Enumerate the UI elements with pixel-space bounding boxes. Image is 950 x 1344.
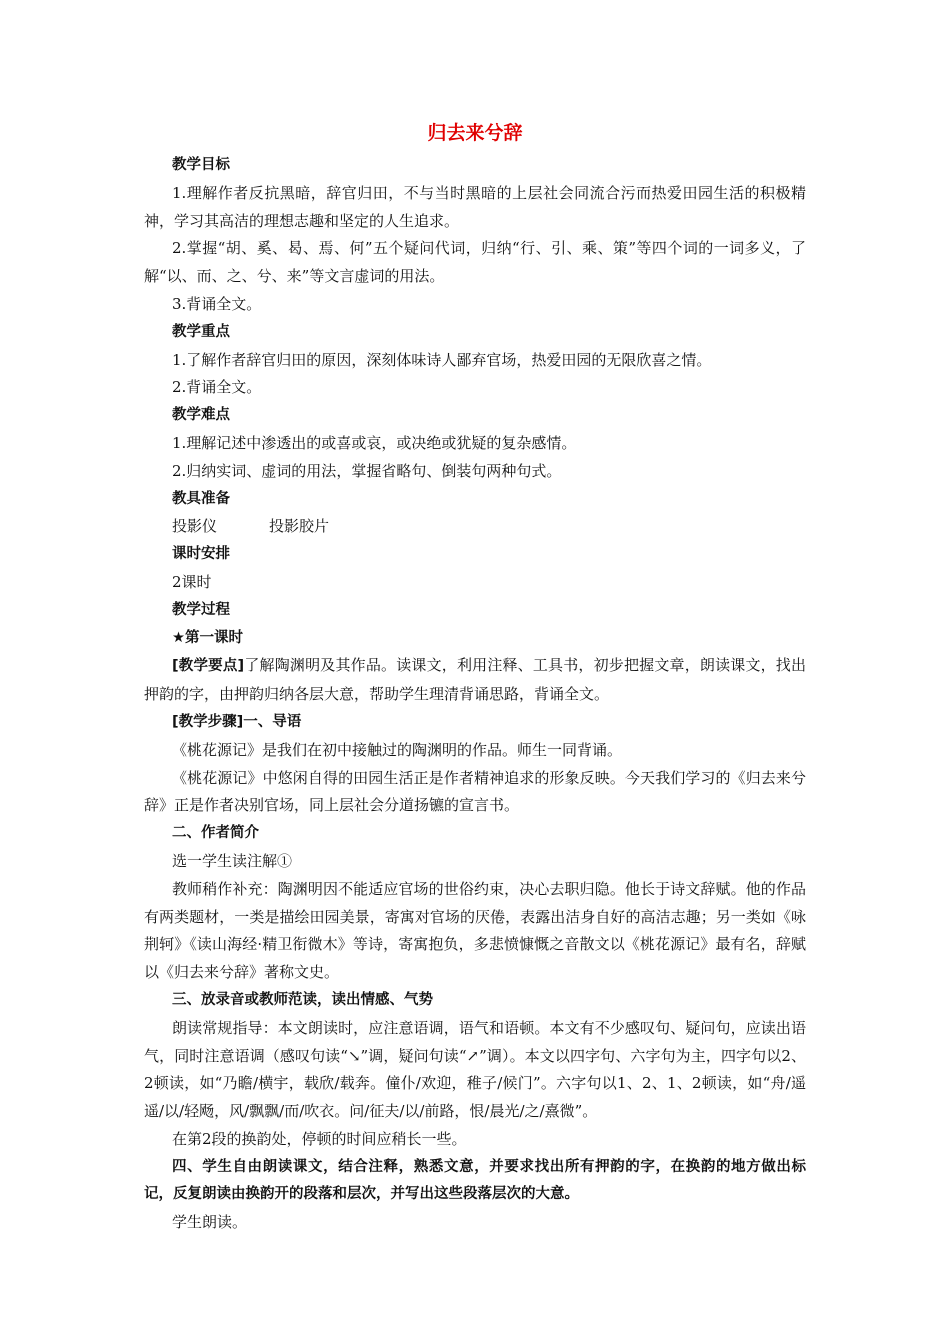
heading-difficulties: 教学难点: [172, 407, 230, 424]
teaching-points-text: 了解陶渊明及其作品。读课文，利用注释、工具书，初步把握文章，朗读课文，找出押韵的字，由押韵归纳各层大意，帮助学生理清背诵思路，背诵全文。: [144, 656, 806, 704]
intro-paragraph: 《桃花源记》中悠闲自得的田园生活正是作者精神追求的形象反映。今天我们学习的《归去来兮辞》正是作者决别官场，同上层社会分道扬镳的宣言书。: [144, 768, 806, 815]
heading-objectives: 教学目标: [172, 157, 230, 173]
heading-schedule: 课时安排: [172, 546, 230, 563]
objective-item: 3.背诵全文。: [172, 294, 262, 313]
reading-heading: 三、放录音或教师范读，读出情感、气势: [172, 991, 433, 1008]
document-title: 归去来兮辞: [427, 122, 523, 144]
heading-keypoints: 教学重点: [172, 323, 230, 340]
teaching-points: [144, 652, 806, 709]
reading-paragraph: 在第2段的换韵处，停顿的时间应稍长一些。: [172, 1129, 467, 1148]
tool-item: 投影胶片: [269, 517, 330, 536]
author-heading: 二、作者简介: [172, 825, 259, 842]
objective-item: 2.掌握“胡、奚、曷、焉、何”五个疑问代词，归纳“行、引、乘、策”等四个词的一词多义，了解“以、而、之、兮、来”等文言虚词的用法。: [144, 239, 806, 286]
teaching-steps-heading: [教学步骤]一、导语: [172, 713, 302, 730]
heading-tools: 教具准备: [172, 490, 230, 507]
difficulty-item: 1.理解记述中渗透出的或喜或哀，或决绝或犹疑的复杂感情。: [172, 433, 577, 452]
intro-paragraph: 《桃花源记》是我们在初中接触过的陶渊明的作品。师生一同背诵。: [172, 740, 623, 759]
objective-item: 1.理解作者反抗黑暗，辞官归田，不与当时黑暗的上层社会同流合污而热爱田园生活的积极精神，学习其高洁的理想志趣和坚定的人生追求。: [144, 183, 806, 230]
heading-process: 教学过程: [172, 601, 230, 618]
schedule-value: 2课时: [172, 572, 212, 591]
difficulty-item: 2.归纳实词、虚词的用法，掌握省略句、倒装句两种句式。: [172, 461, 562, 480]
lesson-one-heading: ★第一课时: [172, 629, 243, 646]
student-reads: 学生朗读。: [172, 1213, 248, 1232]
keypoint-item: 1.了解作者辞官归田的原因，深刻体味诗人鄙弃官场，热爱田园的无限欣喜之情。: [172, 350, 712, 369]
tool-item: 投影仪: [172, 517, 218, 536]
author-paragraph: 选一学生读注解①: [172, 851, 293, 870]
reading-paragraph: 朗读常规指导：本文朗读时，应注意语调，语气和语顿。本文有不少感叹句、疑问句，应读出语气，同时注意语调（感叹句读“↘”调，疑问句读“↗”调）。本文以四字句、六字句为主，四字句以2、2顿读，如“乃瞻/横宇，载欣/载奔。僮仆/欢迎，稚子/候门”。六字句以1、2、1、2顿读，如“舟/遥遥/以/轻飏，风/飘飘/而/吹衣。问/征夫/以/前路，恨/晨光/之/熹微”。: [144, 1018, 806, 1121]
document-page: [144, 118, 806, 1237]
keypoint-item: 2.背诵全文。: [172, 378, 262, 397]
self-reading-heading: 四、学生自由朗读课文，结合注释，熟悉文意，并要求找出所有押韵的字，在换韵的地方做出标记，反复朗读由换韵开的段落和层次，并写出这些段落层次的大意。: [144, 1158, 806, 1203]
author-paragraph: 教师稍作补充：陶渊明因不能适应官场的世俗约束，决心去职归隐。他长于诗文辞赋。他的作品有两类题材，一类是描绘田园美景，寄寓对官场的厌倦，表露出洁身自好的高洁志趣；另一类如《咏荆轲》《读山海经·精卫衔微木》等诗，寄寓抱负，多悲愤慷慨之音散文以《桃花源记》最有名，辞赋以《归去来兮辞》著称文史。: [144, 879, 806, 982]
tools-list: [144, 513, 806, 541]
teaching-points-label: [教学要点]: [172, 658, 245, 675]
